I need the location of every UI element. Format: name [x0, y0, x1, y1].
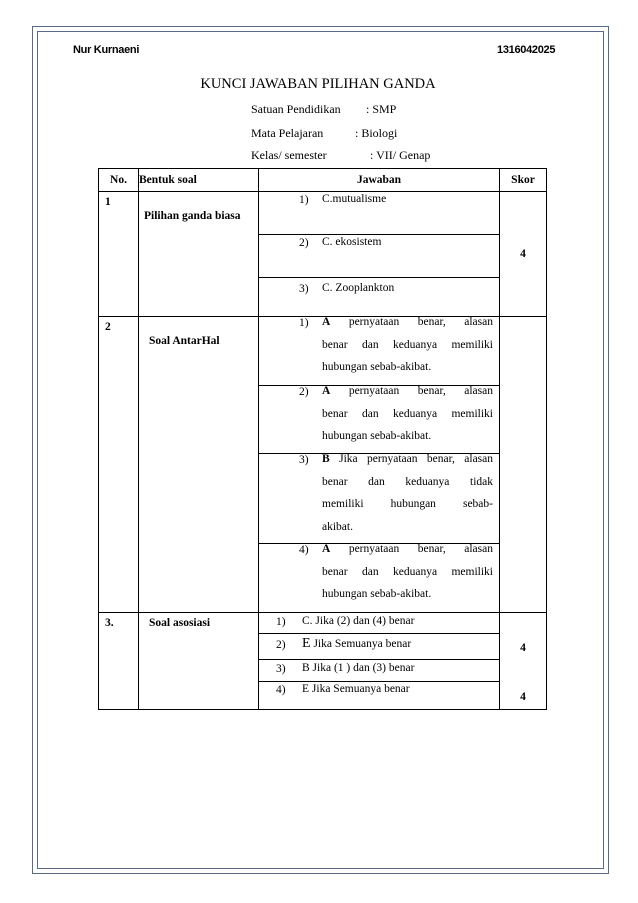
answer-text: C. Zooplankton — [322, 282, 395, 294]
answer-cell — [259, 682, 500, 710]
answer-number: 1) — [299, 317, 309, 329]
answer-number: 2) — [276, 639, 286, 651]
bentuk-label: Soal AntarHal — [149, 335, 220, 347]
page-title: KUNCI JAWABAN PILIHAN GANDA — [200, 76, 436, 92]
answer-option: A — [322, 316, 331, 328]
answer-option: E — [302, 636, 311, 651]
row-skor — [500, 317, 547, 654]
meta-value: : SMP — [366, 102, 397, 116]
answer-text: C. ekosistem — [322, 236, 382, 248]
answer-text — [322, 538, 493, 606]
row-skor — [500, 613, 547, 710]
bentuk-label: Soal asosiasi — [149, 617, 211, 629]
answer-number: 1) — [276, 616, 286, 628]
answer-cell — [259, 235, 500, 278]
answer-number: 3) — [276, 663, 286, 675]
row-number: 1 — [99, 192, 139, 317]
answer-number: 4) — [299, 544, 309, 556]
meta-row-kelas — [251, 148, 431, 163]
skor-value: 4 — [520, 691, 526, 703]
header-bentuk-soal: Bentuk soal — [139, 169, 259, 192]
answer-cell — [259, 634, 500, 660]
meta-label: Satuan Pendidikan — [251, 102, 341, 116]
table-row — [99, 192, 547, 235]
header-skor: Skor — [500, 169, 547, 192]
meta-label: Mata Pelajaran — [251, 126, 324, 140]
answer-line: memiliki hubungan sebab- — [322, 498, 493, 510]
meta-value: : Biologi — [355, 126, 398, 140]
answer-text: B Jika (1 ) dan (3) benar — [302, 662, 415, 674]
answer-key-table — [98, 168, 547, 710]
answer-line: benar dan keduanya memiliki — [322, 407, 493, 420]
row-bentuk-soal — [139, 192, 259, 317]
answer-cell — [259, 317, 500, 386]
row-number: 2 — [99, 317, 139, 613]
answer-line: B Jika pernyataan benar, alasan — [322, 453, 493, 465]
answer-text: E Jika Semuanya benar — [302, 683, 410, 695]
skor-value: 4 — [520, 641, 526, 654]
row-skor: 4 — [500, 192, 547, 317]
row-number: 3. — [99, 613, 139, 710]
answer-line: A pernyataan benar, alasan — [322, 543, 493, 555]
answer-number: 4) — [276, 684, 286, 696]
answer-line: A pernyataan benar, alasan — [322, 385, 493, 397]
answer-number: 2) — [299, 237, 309, 249]
answer-line: hubungan sebab-akibat. — [322, 361, 432, 373]
header-id-number: 1316042025 — [497, 44, 556, 56]
answer-line: hubungan sebab-akibat. — [322, 588, 432, 600]
answer-cell — [259, 386, 500, 454]
answer-line: benar dan keduanya memiliki — [322, 565, 493, 578]
table-row — [99, 613, 547, 634]
bentuk-label: Pilihan ganda biasa — [144, 210, 241, 222]
answer-line: benar dan keduanya tidak — [322, 475, 493, 488]
answer-cell — [259, 192, 500, 235]
answer-text — [322, 311, 493, 379]
answer-option: A — [322, 385, 331, 397]
answer-option: A — [322, 543, 331, 555]
answer-line: A pernyataan benar, alasan — [322, 316, 493, 328]
answer-cell — [259, 613, 500, 634]
answer-number: 3) — [299, 454, 309, 466]
answer-number: 1) — [299, 194, 309, 206]
answer-text: C.mutualisme — [322, 193, 387, 205]
header-jawaban: Jawaban — [259, 169, 500, 192]
answer-option: B — [322, 453, 330, 465]
meta-row-satuan — [251, 102, 397, 117]
header-no: No. — [99, 169, 139, 192]
answer-text: E Jika Semuanya benar — [302, 636, 412, 651]
answer-number: 3) — [299, 283, 309, 295]
answer-number: 2) — [299, 386, 309, 398]
answer-cell — [259, 454, 500, 544]
answer-text — [322, 448, 493, 538]
answer-line: hubungan sebab-akibat. — [322, 430, 432, 442]
answer-line: benar dan keduanya memiliki — [322, 338, 493, 351]
table-row — [99, 317, 547, 386]
answer-text: C. Jika (2) dan (4) benar — [302, 615, 415, 627]
header-author: Nur Kurnaeni — [73, 44, 140, 56]
answer-line: akibat. — [322, 520, 353, 533]
row-bentuk-soal — [139, 613, 259, 710]
meta-value: : VII/ Genap — [370, 148, 431, 162]
meta-row-mapel — [251, 126, 398, 141]
answer-cell — [259, 544, 500, 613]
answer-text — [322, 380, 493, 448]
row-bentuk-soal — [139, 317, 259, 613]
meta-label: Kelas/ semester — [251, 148, 327, 162]
